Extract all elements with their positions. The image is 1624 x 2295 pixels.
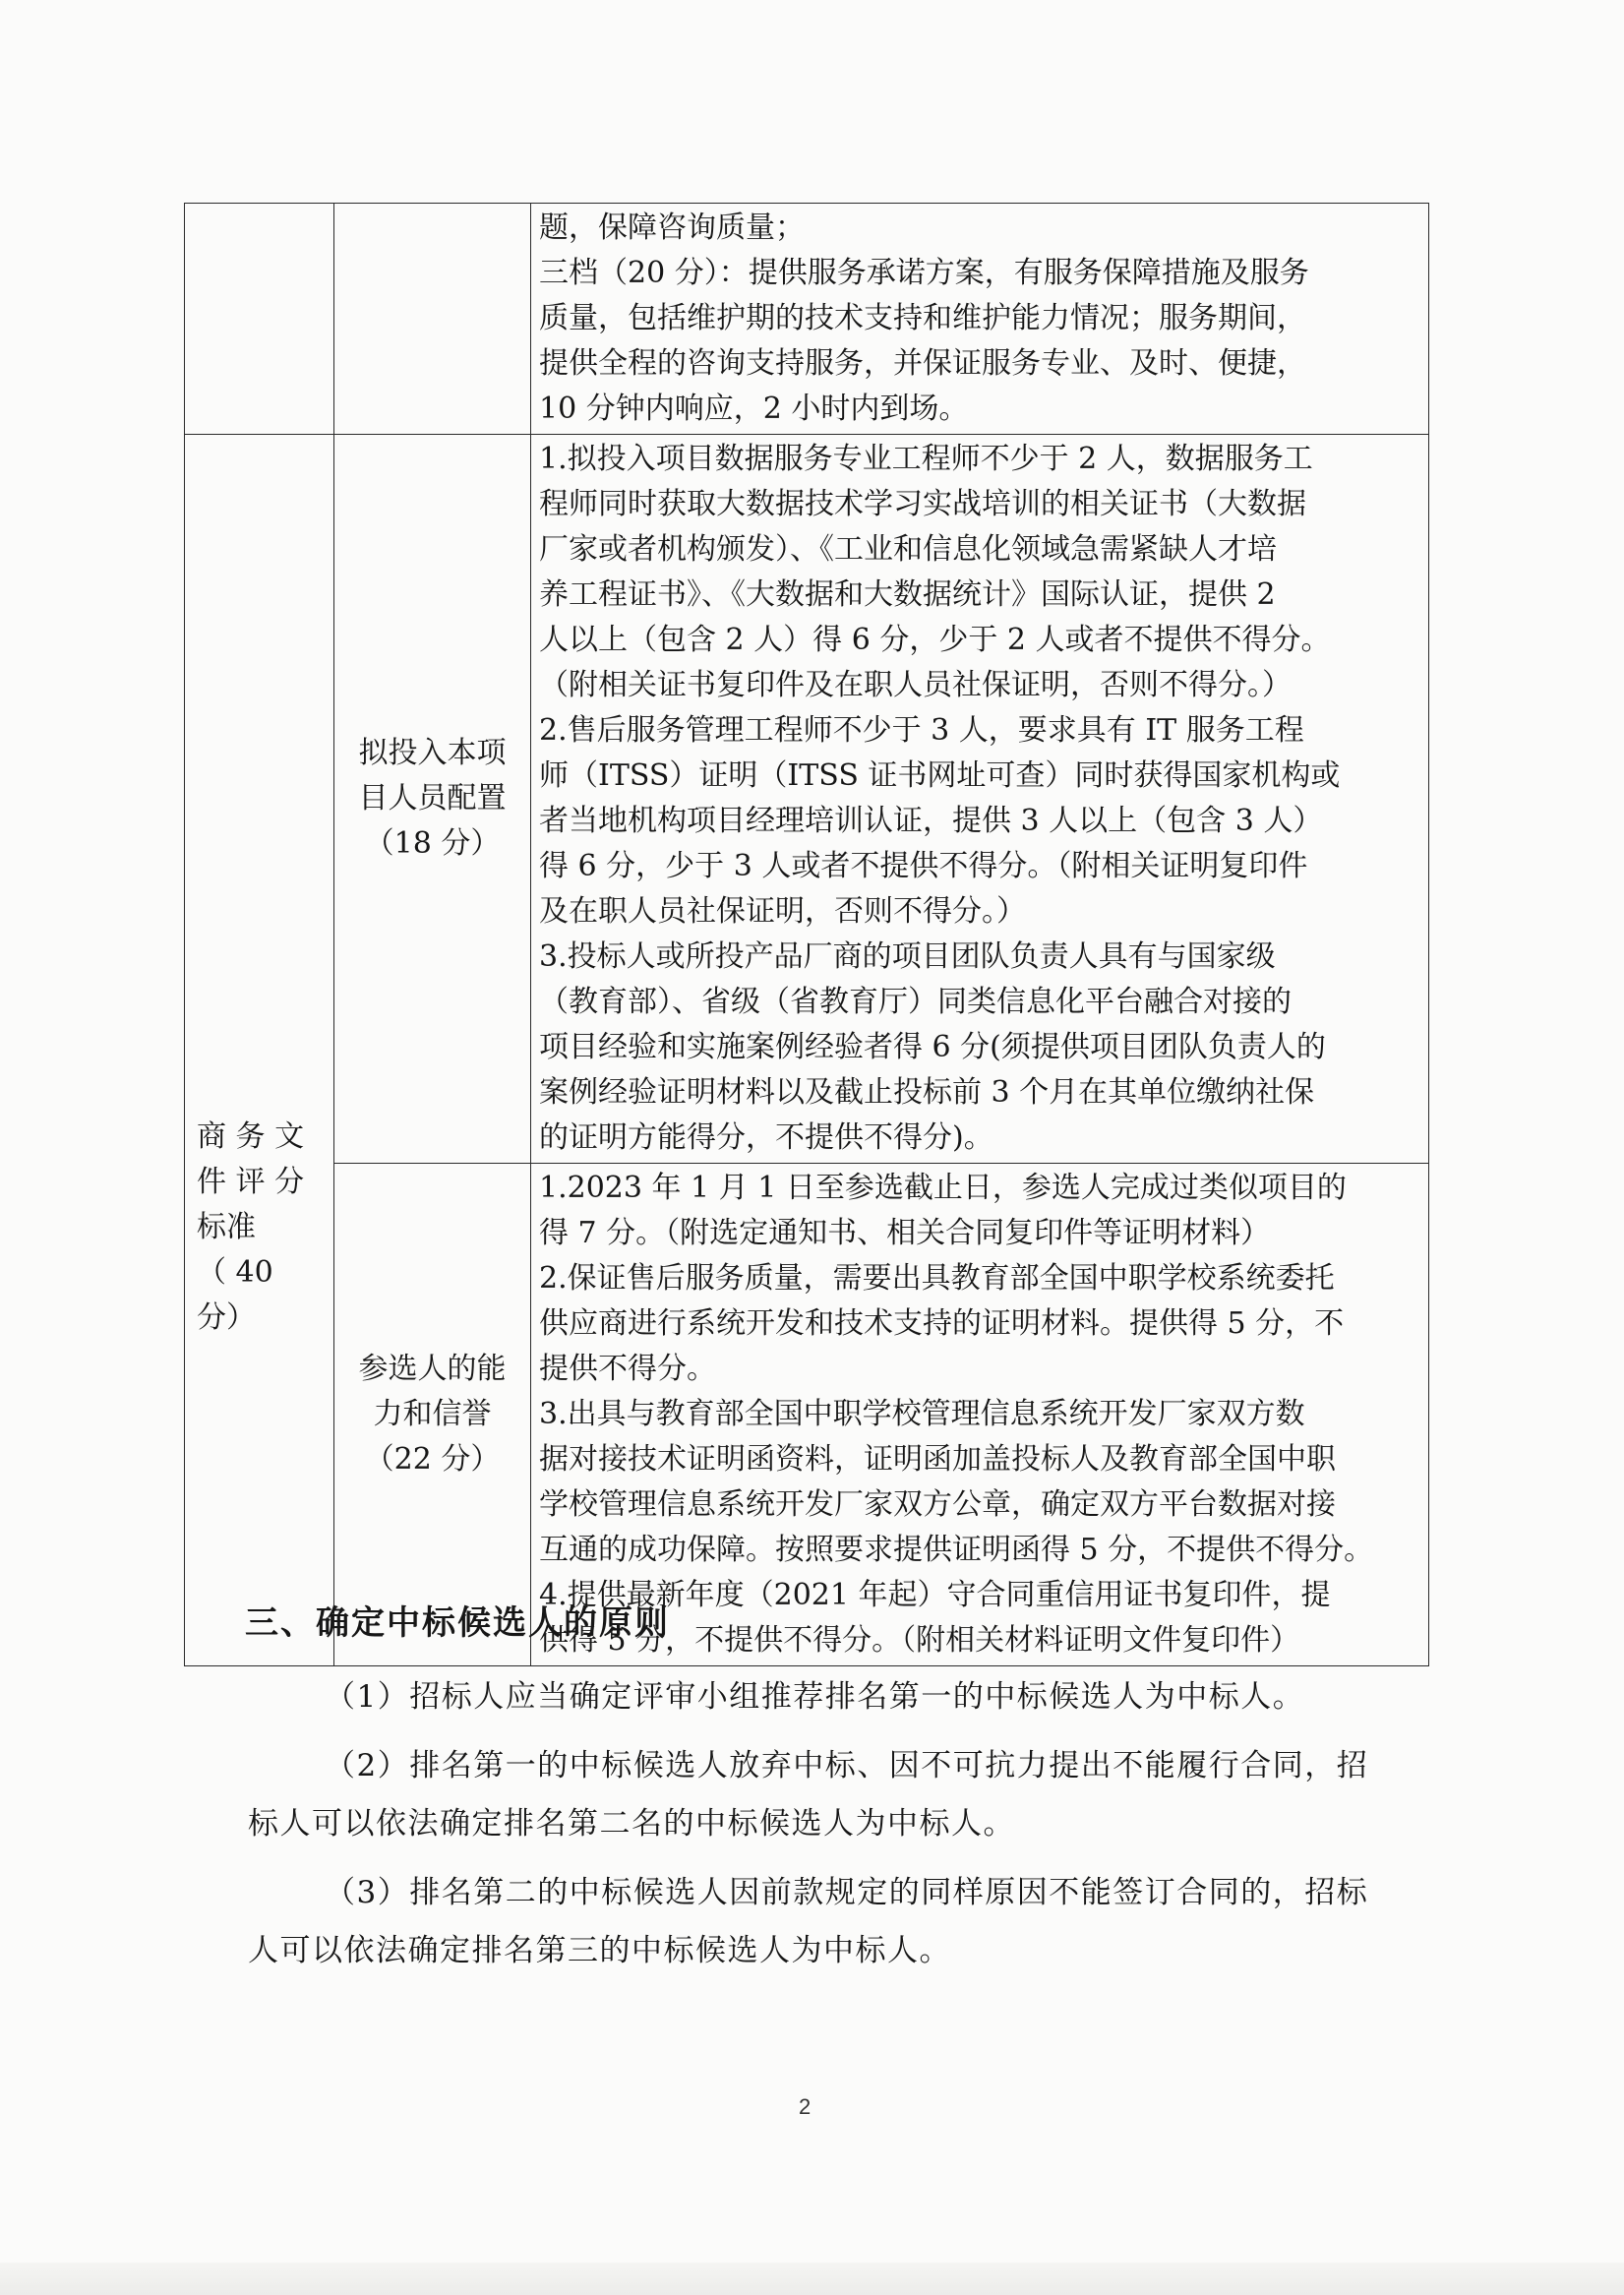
criteria-line: 得 7 分。（附选定通知书、相关合同复印件等证明材料） (539, 1216, 1271, 1250)
criteria-line: 的证明方能得分，不提供不得分)。 (539, 1120, 993, 1155)
criteria-line: 1.2023 年 1 月 1 日至参选截止日，参选人完成过类似项目的 (539, 1171, 1347, 1205)
criteria-line: 3.投标人或所投产品厂商的项目团队负责人具有与国家级 (539, 939, 1276, 974)
category-line: 件 评 分 (197, 1164, 305, 1199)
section-heading: 三、确定中标候选人的原则 (245, 1603, 670, 1643)
criteria-line: 案例经验证明材料以及截止投标前 3 个月在其单位缴纳社保 (539, 1075, 1315, 1110)
ability-title-line: 力和信誉 (373, 1397, 492, 1431)
category-cell (185, 435, 334, 1666)
criteria-line: 人以上（包含 2 人）得 6 分，少于 2 人或者不提供不得分。 (539, 623, 1331, 657)
criteria-line: 养工程证书》、《大数据和大数据统计》国际认证，提供 2 (539, 577, 1276, 612)
criteria-line: 质量，包括维护期的技术支持和维护能力情况；服务期间， (539, 301, 1306, 335)
page-number: 2 (799, 2094, 812, 2119)
criteria-line: 10 分钟内响应，2 小时内到场。 (539, 392, 969, 426)
category-line: 商 务 文 (197, 1118, 305, 1154)
criteria-line: 题，保障咨询质量； (539, 211, 805, 245)
criteria-line: 及在职人员社保证明，否则不得分。） (539, 894, 1026, 929)
ability-title-cell (334, 1164, 531, 1666)
criteria-line: 3.出具与教育部全国中职学校管理信息系统开发厂家双方数 (539, 1397, 1305, 1431)
criteria-line: （教育部）、省级（省教育厅）同类信息化平台融合对接的 (539, 985, 1292, 1019)
ability-title-line: 参选人的能 (358, 1352, 507, 1386)
category-line: （ 40 (197, 1254, 273, 1290)
criteria-line: 者当地机构项目经理培训认证，提供 3 人以上（包含 3 人） (539, 804, 1323, 838)
criteria-line: 2.保证售后服务质量，需要出具教育部全国中职学校系统委托 (539, 1261, 1335, 1296)
criteria-line: 师（ITSS）证明（ITSS 证书网址可查）同时获得国家机构或 (539, 758, 1341, 793)
table-cell-empty (185, 204, 334, 435)
staff-title-line: （18 分） (364, 826, 501, 861)
paragraph-2-line-2: 标人可以依法确定排名第二名的中标候选人为中标人。 (248, 1806, 1015, 1842)
category-line: 标准 (197, 1209, 256, 1244)
criteria-line: 三档（20 分）：提供服务承诺方案，有服务保障措施及服务 (539, 256, 1309, 290)
criteria-line: 供得 5 分，不提供不得分。（附相关材料证明文件复印件） (539, 1623, 1300, 1658)
staff-title-line: 拟投入本项 (358, 736, 507, 770)
criteria-text-cell (531, 204, 1429, 435)
criteria-line: 厂家或者机构颁发）、《工业和信息化领域急需紧缺人才培 (539, 532, 1277, 567)
table-row (185, 1164, 1429, 1666)
criteria-line: 程师同时获取大数据技术学习实战培训的相关证书（大数据 (539, 487, 1306, 521)
scoring-table (184, 203, 1429, 1666)
paragraph-3-line-2: 人可以依法确定排名第三的中标候选人为中标人。 (248, 1933, 951, 1968)
ability-title-line: （22 分） (364, 1442, 501, 1477)
staff-title-cell (334, 435, 531, 1164)
criteria-line: 2.售后服务管理工程师不少于 3 人，要求具有 IT 服务工程 (539, 713, 1304, 748)
scan-bottom-shadow (0, 2263, 1624, 2295)
criteria-line: （附相关证书复印件及在职人员社保证明，否则不得分。） (539, 668, 1292, 702)
paragraph-3-line-1: （3）排名第二的中标候选人因前款规定的同样原因不能签订合同的，招标 (325, 1875, 1369, 1910)
table-row (185, 204, 1429, 435)
criteria-line: 据对接技术证明函资料，证明函加盖投标人及教育部全国中职 (539, 1442, 1336, 1477)
criteria-line: 4.提供最新年度（2021 年起）守合同重信用证书复印件，提 (539, 1578, 1331, 1612)
criteria-line: 提供全程的咨询支持服务，并保证服务专业、及时、便捷， (539, 346, 1306, 381)
staff-criteria-cell (531, 435, 1429, 1164)
criteria-line: 项目经验和实施案例经验者得 6 分(须提供项目团队负责人的 (539, 1030, 1326, 1064)
paragraph-1: （1）招标人应当确定评审小组推荐排名第一的中标候选人为中标人。 (325, 1679, 1305, 1715)
paragraph-2-line-1: （2）排名第一的中标候选人放弃中标、因不可抗力提出不能履行合同，招 (325, 1748, 1369, 1783)
table-cell-empty (334, 204, 531, 435)
criteria-line: 1.拟投入项目数据服务专业工程师不少于 2 人，数据服务工 (539, 442, 1313, 476)
category-line: 分） (197, 1299, 256, 1335)
criteria-line: 提供不得分。 (539, 1352, 716, 1386)
ability-criteria-cell (531, 1164, 1429, 1666)
criteria-line: 得 6 分，少于 3 人或者不提供不得分。（附相关证明复印件 (539, 849, 1308, 883)
staff-title-line: 目人员配置 (358, 781, 507, 815)
criteria-line: 供应商进行系统开发和技术支持的证明材料。提供得 5 分，不 (539, 1306, 1345, 1341)
criteria-line: 互通的成功保障。按照要求提供证明函得 5 分，不提供不得分。 (539, 1533, 1374, 1567)
table-row (185, 435, 1429, 1164)
criteria-line: 学校管理信息系统开发厂家双方公章，确定双方平台数据对接 (539, 1487, 1336, 1522)
